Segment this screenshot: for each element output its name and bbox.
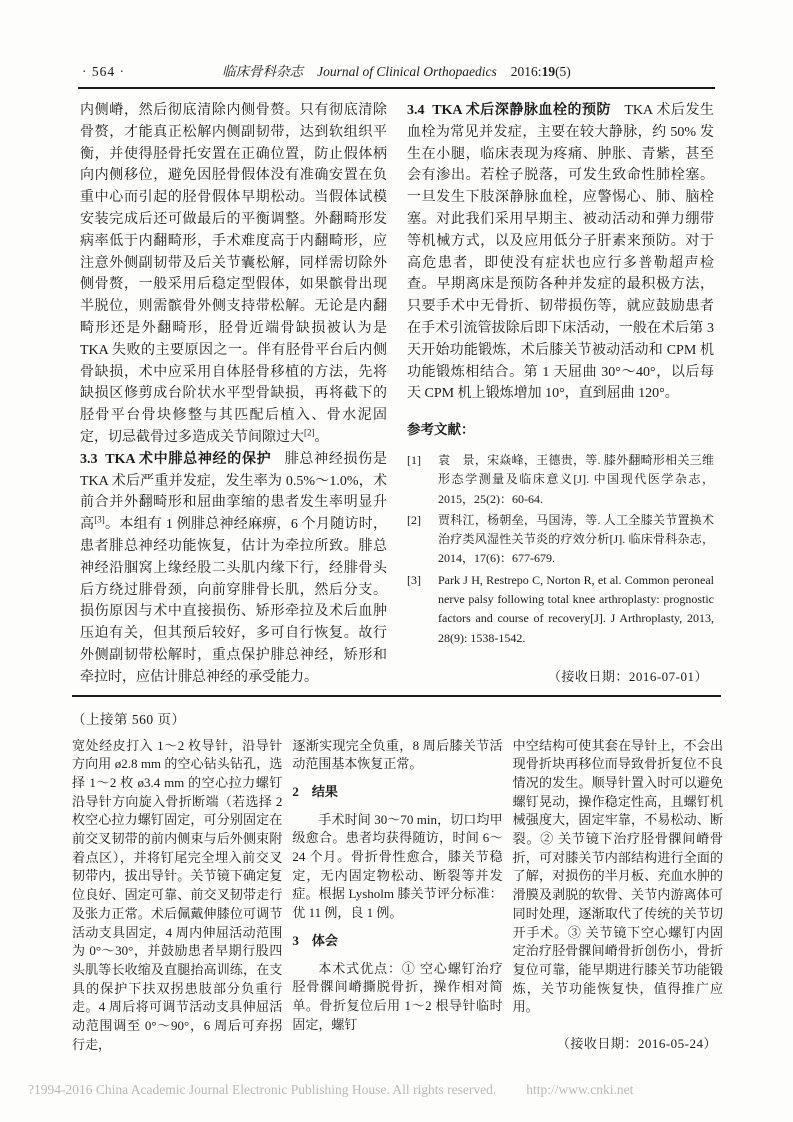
citation-ref-3: [3] — [94, 514, 105, 525]
page-header — [78, 0, 715, 80]
section-3-4 — [407, 100, 714, 405]
reference-text: 袁 景，宋焱峰，王德贵，等. 膝外翻畸形相关三维形态学测量及临床意义[J]. 中国现代医学杂志，2015，25(2)：60-64. — [438, 452, 714, 506]
continued-column-3 — [513, 737, 723, 1055]
cnki-url: http://www.cnki.net — [526, 1082, 634, 1097]
section-title: TKA 术后深静脉血栓的预防 — [432, 103, 612, 118]
continued-columns — [72, 737, 723, 1055]
citation-ref-2: [2] — [304, 427, 315, 438]
paragraph-text: 。 — [314, 429, 329, 445]
issue-number: (5) — [555, 64, 571, 79]
reference-text: 贾科江，杨朝垒，马国涛，等. 人工全膝关节置换术治疗类风湿性关节炎的疗效分析[J]. 临床骨科杂志，2014，17(6)：677-679. — [438, 512, 714, 566]
issue-volume: 19 — [541, 64, 556, 79]
left-column — [80, 100, 387, 689]
body-paragraph: 手术时间 30～70 min，切口均甲级愈合。患者均获得随访，时间 6～24 个月。骨折骨性愈合，膝关节稳定，无内固定物松动、断裂等并发症。根据 Lysholm 膝关节评分标准：优 11 例，良 1 例。 — [292, 811, 503, 921]
reference-number: [1] — [407, 452, 421, 467]
references-heading: 参考文献： — [407, 422, 475, 438]
header-rule — [78, 87, 715, 89]
experience-heading: 3 体会 — [292, 932, 338, 948]
continued-column-2 — [292, 737, 502, 1055]
right-column — [407, 100, 714, 689]
body-paragraph: 本术式优点：① 空心螺钉治疗胫骨髁间嵴撕脱骨折，操作相对简单。骨折复位后用 1～2 根导针临时固定，螺钉 — [292, 960, 503, 1032]
paragraph-text: 内侧嵴，然后彻底清除内侧骨赘。只有彻底清除骨赘，才能真正松解内侧副韧带，达到软组织平衡，并使得胫骨托安置在正确位置，防止假体柄向内侧移位，避免因胫骨假体没有准确安置在负重中心而引起的胫骨假体早期松动。当假体试模安装完成后还可做最后的平衡调整。外翻畸形发病率低于内翻畸形，手术难度高于内翻畸形，应注意外侧副韧带及后关节囊松解，同样需切除外侧骨赘，一般采用后稳定型假体，如果髌骨出现半脱位，则需髌骨外侧支持带松解。无论是内翻畸形还是外翻畸形，胫骨近端骨缺损被认为是 TKA 失败的主要原因之一。伴有胫骨平台后内侧骨缺损，术中应采用自体胫骨移植的方法，先将缺损区修剪成台阶状水平型骨缺损，再将截下的胫骨平台骨块修整与其匹配后植入、骨水泥固定，切忌截骨过多造成关节间隙过大 — [80, 103, 387, 445]
section-text: 腓总神经损伤是 TKA 术后严重并发症，发生率为 0.5%～1.0%，术前合并外翻畸形和屈曲挛缩的患者发生率明显升高 — [80, 451, 387, 533]
results-heading: 2 结果 — [292, 783, 338, 799]
body-paragraph: 逐渐实现完全负重，8 周后膝关节活动范围基本恢复正常。 — [292, 737, 503, 772]
reference-number: [2] — [407, 512, 421, 527]
received-date: （接收日期：2016-05-24） — [556, 1036, 717, 1052]
section-title: TKA 术中腓总神经的保护 — [105, 451, 272, 467]
section-number: 3.3 — [80, 451, 98, 467]
reference-item — [407, 451, 714, 509]
reference-number: [3] — [407, 572, 421, 587]
continued-article — [72, 697, 723, 1055]
body-paragraph: 中空结构可使其套在导针上，不会出现骨折块再移位而导致骨折复位不良情况的发生。顺导针置入时可以避免螺钉晃动，操作稳定性高，且螺钉机械强度大，固定牢靠，不易松动、断裂。② 关节镜下治疗胫骨髁间嵴骨折，可对膝关节内部结构进行全面的了解，对损伤的半月板、充血水肿的滑膜及剥脱的软骨、关节内游离体可同时处理，逐渐取代了传统的关节切开手术。③ 关节镜下空心螺钉内固定治疗胫骨髁间嵴骨折创伤小，骨折复位可靠，能早期进行膝关节功能锻炼，关节功能恢复快，值得推广应用。 — [512, 737, 723, 1015]
section-text: 。本组有 1 例腓总神经麻痹，6 个月随访时，患者腓总神经功能恢复，估计为牵拉所致。腓总神经沿腘窝上缘经股二头肌内缘下行，经腓骨头后方绕过腓骨颈，向前穿腓骨长肌，然后分支。损伤原因与术中直接损伤、矫形牵拉及术后血肿压迫有关，但其预后较好，多可自行恢复。故行外侧副韧带松解时，重点保护腓总神经，矫形和牵拉时，应估计腓总神经的承受能力。 — [80, 517, 388, 685]
continued-from-note: （上接第 560 页） — [72, 711, 186, 727]
journal-title-line — [78, 60, 715, 80]
received-date: （接收日期：2016-07-01） — [547, 668, 708, 684]
journal-title-chinese: 临床骨科杂志 — [222, 64, 304, 79]
page-number: · 564 · — [82, 64, 125, 79]
journal-issue — [511, 64, 571, 79]
section-text: TKA 术后发生血栓为常见并发症，主要在较大静脉，约 50% 发生在小腿，临床表现为疼痛、肿胀、青紫，甚至会有渗出。若栓子脱落，可发生致命性肺栓塞。一旦发生下肢深静脉血栓，应警惕心、肺、脑栓塞。对此我们采用早期主、被动活动和弹力绷带等机械方式，以及应用低分子肝素来预防。对于高危患者，即使没有症状也应行多普勒超声检查。早期离床是预防各种并发症的最积极方法，只要手术中无骨折、韧带损伤等，就应鼓励患者在手术引流管拔除后即下床活动，一般在术后第 3 天开始功能锻炼，术后膝关节被动活动和 CPM 机功能锻炼相结合。第 1 天屈曲 30°～40°，以后每天 CPM 机上锻炼增加 10°，直到屈曲 120°。 — [407, 103, 714, 402]
body-paragraph — [80, 100, 387, 449]
reference-item — [407, 571, 714, 648]
reference-text: Park J H, Restrepo C, Norton R, et al. Common peroneal nerve palsy following total knee arthroplasty: prognostic factors and course of recovery[J]. J Arthroplasty, 2013, 28(9): 1538-1542. — [438, 572, 714, 645]
article-body — [80, 100, 715, 689]
reference-item — [407, 511, 714, 569]
continued-column-1 — [72, 737, 282, 1055]
body-paragraph: 宽处经皮打入 1～2 枚导针，沿导针方向用 ø2.8 mm 的空心钻头钻孔，选择 1～2 枚 ø3.4 mm 的空心拉力螺钉沿导针方向旋入骨折断端（若选择 2 枚空心拉力螺钉固定，可分别固定在前交叉韧带的前内侧束与后外侧束附着点区），并将钉尾完全埋入前交叉韧带内，拔出导针。关节镜下确定复位良好、固定可靠、前交叉韧带走行及张力正常。术后佩戴伸膝位可调节活动支具固定，4 周内伸屈活动范围为 0°～30°，并鼓励患者早期行股四头肌等长收缩及直腿抬高训练，在支具的保护下扶双拐患肢部分负重行走。4 周后将可调节活动支具伸屈活动范围调至 0°～90°，6 周后可弃拐行走， — [72, 737, 283, 1052]
section-3-3 — [80, 449, 387, 689]
journal-title-english: Journal of Clinical Orthopaedics — [317, 64, 497, 79]
copyright-text: ?1994-2016 China Academic Journal Electronic Publishing House. All rights reserved. — [28, 1082, 497, 1097]
issue-year: 2016: — [510, 64, 542, 79]
section-number: 3.4 — [407, 103, 425, 118]
page-footer — [28, 1082, 773, 1098]
